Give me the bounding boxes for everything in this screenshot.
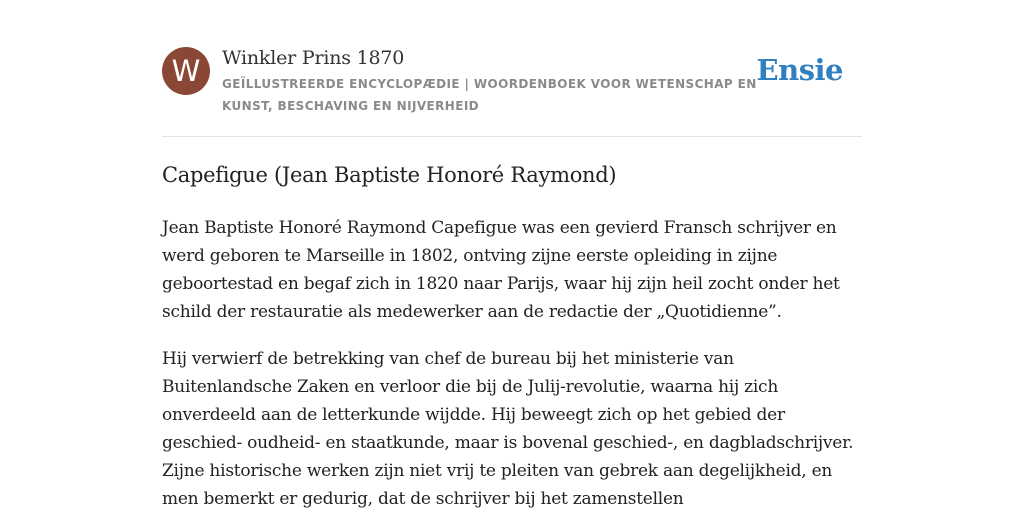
source-subtitle: GEÏLLUSTREERDE ENCYCLOPÆDIE | WOORDENBOEK VOOR WETENSCHAP EN KUNST, BESCHAVING EN NIJVERHEID <box>222 77 757 113</box>
source-avatar[interactable]: W <box>162 47 210 95</box>
source-title[interactable]: Winkler Prins 1870 <box>222 47 405 69</box>
article-title: Capefigue (Jean Baptiste Honoré Raymond) <box>162 163 617 187</box>
ensie-logo[interactable]: Ensie <box>756 53 843 87</box>
article <box>162 158 862 512</box>
article-paragraph: Jean Baptiste Honoré Raymond Capefigue was een gevierd Fransch schrijver en werd geboren te Marseille in 1802, ontving zijne eerste opleiding in zijne geboortestad en begaf zich in 1820 naar Parijs, waar hij zijn heil zocht onder het schild der restauratie als medewerker aan de redactie der „Quotidienne”. <box>162 218 840 322</box>
article-paragraph: Hij verwierf de betrekking van chef de bureau bij het ministerie van Buitenlandsche Zaken en verloor die bij de Julij-revolutie, waarna hij zich onverdeeld aan de letterkunde wijdde. Hij beweegt zich op het gebied der geschied- oudheid- en staatkunde, maar is bovenal geschied-, en dagbladschrijver. Zijne historische werken zijn niet vrij te pleiten van gebrek aan degelijkheid, en men bemerkt er gedurig, dat de schrijver bij het zamenstellen <box>162 349 854 509</box>
site-header <box>162 44 862 137</box>
